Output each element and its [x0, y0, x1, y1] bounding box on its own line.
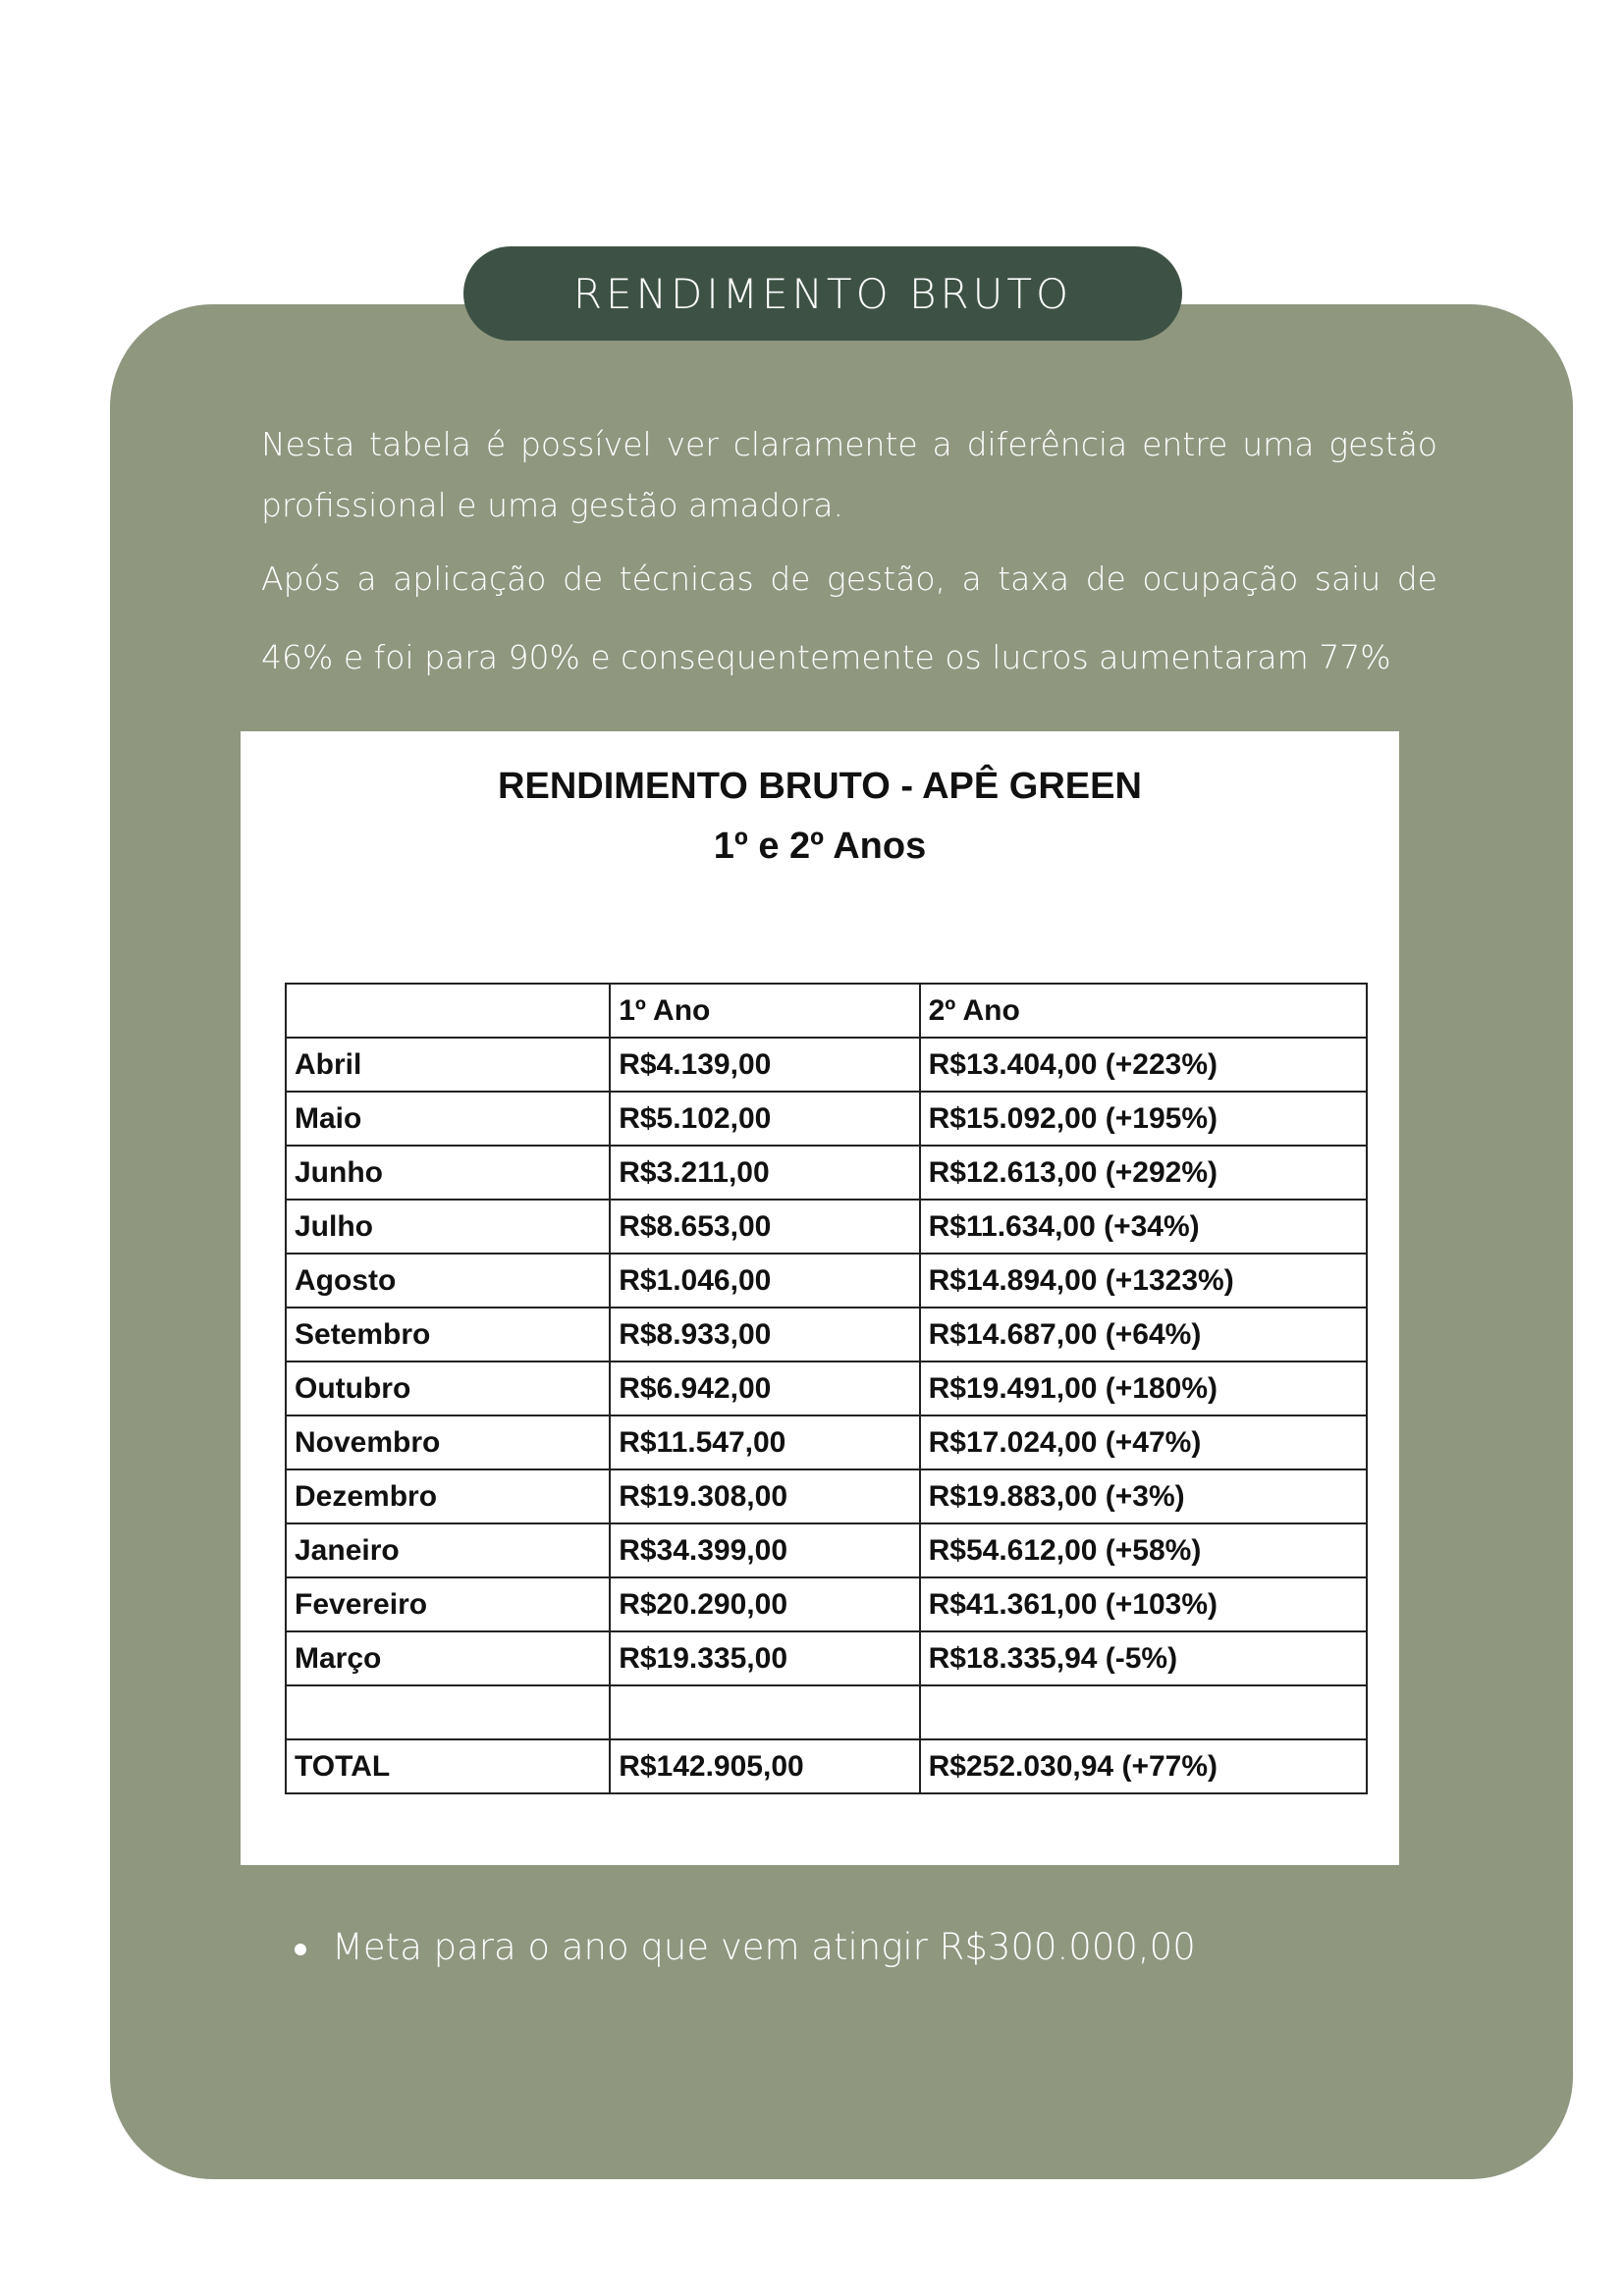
cell-year2: R$11.634,00 (+34%): [920, 1200, 1367, 1254]
cell-year2: R$19.883,00 (+3%): [920, 1469, 1367, 1523]
intro-text: [261, 410, 1437, 697]
table-row: [286, 1415, 1367, 1469]
intro-paragraph-1: [261, 410, 1437, 540]
cell-month: Fevereiro: [286, 1577, 610, 1631]
total-label: TOTAL: [286, 1739, 610, 1793]
cell-month: Outubro: [286, 1362, 610, 1415]
cell-year2: R$13.404,00 (+223%): [920, 1038, 1367, 1092]
intro-paragraph-1-line-2: profissional e uma gestão amadora.: [261, 486, 844, 524]
cell-month: Setembro: [286, 1308, 610, 1362]
revenue-table-image: [241, 731, 1399, 1865]
cell-year2: R$54.612,00 (+58%): [920, 1523, 1367, 1577]
table-row: [286, 1577, 1367, 1631]
header-cell-month: [286, 984, 610, 1038]
table-row: [286, 1038, 1367, 1092]
cell-year2: R$18.335,94 (-5%): [920, 1631, 1367, 1685]
cell-month: Janeiro: [286, 1523, 610, 1577]
table-subtitle: 1º e 2º Anos: [713, 826, 927, 867]
cell-year1: R$4.139,00: [610, 1038, 919, 1092]
table-row: [286, 1254, 1367, 1308]
cell-year2: R$17.024,00 (+47%): [920, 1415, 1367, 1469]
cell-year1: R$19.308,00: [610, 1469, 919, 1523]
table-row: [286, 1469, 1367, 1523]
cell-month: Novembro: [286, 1415, 610, 1469]
table-header-row: [286, 984, 1367, 1038]
table-row: [286, 1362, 1367, 1415]
section-title-pill: [463, 246, 1182, 341]
cell-year2: [920, 1685, 1367, 1739]
revenue-table: [285, 983, 1368, 1794]
table-total-row: [286, 1739, 1367, 1793]
table-title: RENDIMENTO BRUTO - APÊ GREEN: [498, 766, 1142, 807]
table-row: [286, 1308, 1367, 1362]
cell-month: Março: [286, 1631, 610, 1685]
cell-year2: R$15.092,00 (+195%): [920, 1092, 1367, 1146]
table-row: [286, 1092, 1367, 1146]
cell-year2: R$14.687,00 (+64%): [920, 1308, 1367, 1362]
cell-year1: R$3.211,00: [610, 1146, 919, 1200]
table-row: [286, 1146, 1367, 1200]
cell-year1: R$5.102,00: [610, 1092, 919, 1146]
table-row: [286, 1631, 1367, 1685]
cell-year1: R$20.290,00: [610, 1577, 919, 1631]
table-row: [286, 1523, 1367, 1577]
cell-month: [286, 1685, 610, 1739]
cell-year1: R$34.399,00: [610, 1523, 919, 1577]
table-row: [286, 1685, 1367, 1739]
total-year1: R$142.905,00: [610, 1739, 919, 1793]
cell-year2: R$41.361,00 (+103%): [920, 1577, 1367, 1631]
cell-year1: R$11.547,00: [610, 1415, 919, 1469]
table-row: [286, 1200, 1367, 1254]
cell-year1: R$8.653,00: [610, 1200, 919, 1254]
cell-month: Junho: [286, 1146, 610, 1200]
cell-year2: R$12.613,00 (+292%): [920, 1146, 1367, 1200]
cell-month: Agosto: [286, 1254, 610, 1308]
header-cell-year2: 2º Ano: [920, 984, 1367, 1038]
cell-year2: R$19.491,00 (+180%): [920, 1362, 1367, 1415]
bullet-dot-icon: [295, 1944, 306, 1955]
cell-year1: [610, 1685, 919, 1739]
cell-year1: R$1.046,00: [610, 1254, 919, 1308]
cell-month: Julho: [286, 1200, 610, 1254]
cell-year2: R$14.894,00 (+1323%): [920, 1254, 1367, 1308]
intro-paragraph-2-line-2: 46% e foi para 90% e consequentemente os lucros aumentaram 77%: [261, 638, 1391, 676]
cell-year1: R$8.933,00: [610, 1308, 919, 1362]
intro-paragraph-2-line-1: Após a aplicação de técnicas de gestão, a taxa de ocupação saiu de: [261, 560, 1437, 598]
cell-month: Maio: [286, 1092, 610, 1146]
cell-year1: R$19.335,00: [610, 1631, 919, 1685]
bullet-text: Meta para o ano que vem atingir R$300.000,00: [332, 1926, 1196, 1968]
cell-year1: R$6.942,00: [610, 1362, 919, 1415]
intro-paragraph-1-line-1: Nesta tabela é possível ver claramente a diferência entre uma gestão: [261, 425, 1437, 463]
header-cell-year1: 1º Ano: [610, 984, 919, 1038]
bullet-item: [295, 1926, 1196, 1968]
intro-paragraph-2: [261, 540, 1437, 697]
section-title: RENDIMENTO BRUTO: [572, 269, 1073, 318]
cell-month: Abril: [286, 1038, 610, 1092]
total-year2: R$252.030,94 (+77%): [920, 1739, 1367, 1793]
cell-month: Dezembro: [286, 1469, 610, 1523]
